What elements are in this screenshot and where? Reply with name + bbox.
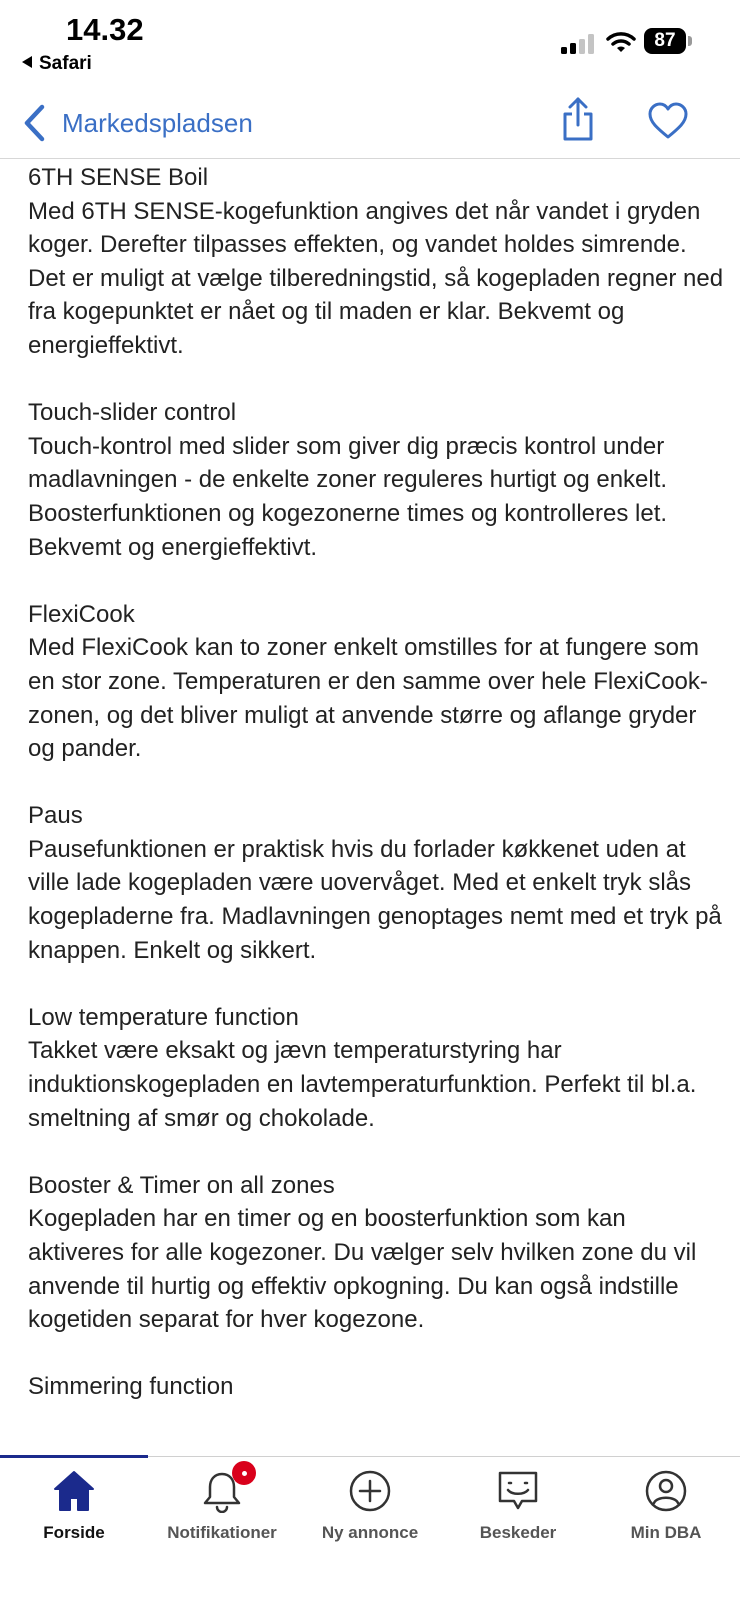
- feature-section: [28, 1370, 728, 1404]
- feature-title: FlexiCook: [28, 600, 135, 628]
- battery-tip: [688, 36, 692, 46]
- back-label: Markedspladsen: [62, 107, 253, 138]
- feature-description: Med FlexiCook kan to zoner enkelt omstilles for at fungere som en stor zone. Temperaturen er den samme over hele FlexiCook-zonen, og det bliver muligt at anvende større og aflange gryder og pander.: [28, 634, 708, 763]
- feature-section: [28, 396, 728, 564]
- feature-title: Simmering function: [28, 1373, 234, 1401]
- tab-label: Beskeder: [479, 1523, 557, 1542]
- feature-description: Med 6TH SENSE-kogefunktion angives det når vandet i gryden koger. Derefter tilpasses effekten, og vandet holdes simrende. Det er muligt at vælge tilberedningstid, så kogepladen regner ned fra kogepunktet er nået og til maden er klar. Bekvemt og energieffektivt.: [28, 197, 724, 359]
- battery-level: 87: [644, 28, 686, 54]
- plus-circle-icon: [348, 1469, 392, 1513]
- feature-description: Kogepladen har en timer og en boosterfunktion som kan aktiveres for alle kogezoner. Du vælger selv hvilken zone du vil anvende til hurtig og effektiv opkogning. Du kan også indstille kogetiden separat for hver kogezone.: [28, 1205, 697, 1334]
- feature-description: Takket være eksakt og jævn temperaturstyring har induktionskogepladen en lavtemperaturfunktion. Perfekt til bl.a. smeltning af smør og chokolade.: [28, 1037, 697, 1132]
- feature-description: Touch-kontrol med slider som giver dig præcis kontrol under madlavningen - de enkelte zoner reguleres hurtigt og enkelt. Boosterfunktionen og kogezonerne times og kontrolleres let. Bekvemt og energieffektivt.: [28, 432, 668, 561]
- chevron-left-icon: [22, 104, 46, 142]
- profile-icon: [644, 1469, 688, 1513]
- wifi-icon: [606, 30, 636, 54]
- feature-section: [28, 161, 728, 363]
- navigation-bar: [0, 88, 740, 159]
- feature-title: 6TH SENSE Boil: [28, 164, 209, 191]
- tab-notifikationer[interactable]: [148, 1457, 296, 1567]
- description-text: [28, 161, 728, 1438]
- feature-title: Paus: [28, 802, 83, 830]
- tab-forside[interactable]: [0, 1457, 148, 1567]
- notification-badge: [232, 1461, 256, 1485]
- tab-label: Min DBA: [630, 1523, 702, 1542]
- back-app-label: Safari: [39, 53, 92, 74]
- heart-icon[interactable]: [647, 102, 689, 140]
- back-to-app-link[interactable]: [22, 53, 92, 75]
- tab-label: Notifikationer: [167, 1523, 277, 1542]
- feature-title: Booster & Timer on all zones: [28, 1171, 335, 1199]
- feature-section: [28, 598, 728, 766]
- battery-indicator: [644, 28, 692, 54]
- status-bar: [0, 0, 740, 88]
- tab-beskeder[interactable]: [444, 1457, 592, 1567]
- chat-icon: [496, 1469, 540, 1513]
- feature-section: [28, 1169, 728, 1337]
- feature-section: [28, 799, 728, 967]
- share-icon[interactable]: [560, 96, 596, 142]
- status-time: 14.32: [66, 12, 144, 47]
- tab-label: Forside: [43, 1523, 105, 1542]
- home-icon: [52, 1469, 96, 1513]
- back-button[interactable]: [22, 100, 253, 146]
- description-content: [0, 158, 740, 1456]
- tab-min-dba[interactable]: [592, 1457, 740, 1567]
- back-triangle-icon: [22, 56, 32, 68]
- tab-label: Ny annonce: [321, 1523, 419, 1542]
- feature-title: Touch-slider control: [28, 399, 237, 427]
- feature-title: Low temperature function: [28, 1003, 299, 1031]
- feature-description: Pausefunktionen er praktisk hvis du forlader køkkenet uden at ville lade kogepladen være uovervåget. Med et enkelt tryk slås kogepladerne fra. Madlavningen genoptages nemt med et tryk på knappen. Enkelt og sikkert.: [28, 835, 722, 964]
- feature-section: [28, 1001, 728, 1135]
- tab-ny-annonce[interactable]: [296, 1457, 444, 1567]
- cellular-signal-icon: [561, 34, 595, 54]
- bottom-tab-bar: [0, 1456, 740, 1601]
